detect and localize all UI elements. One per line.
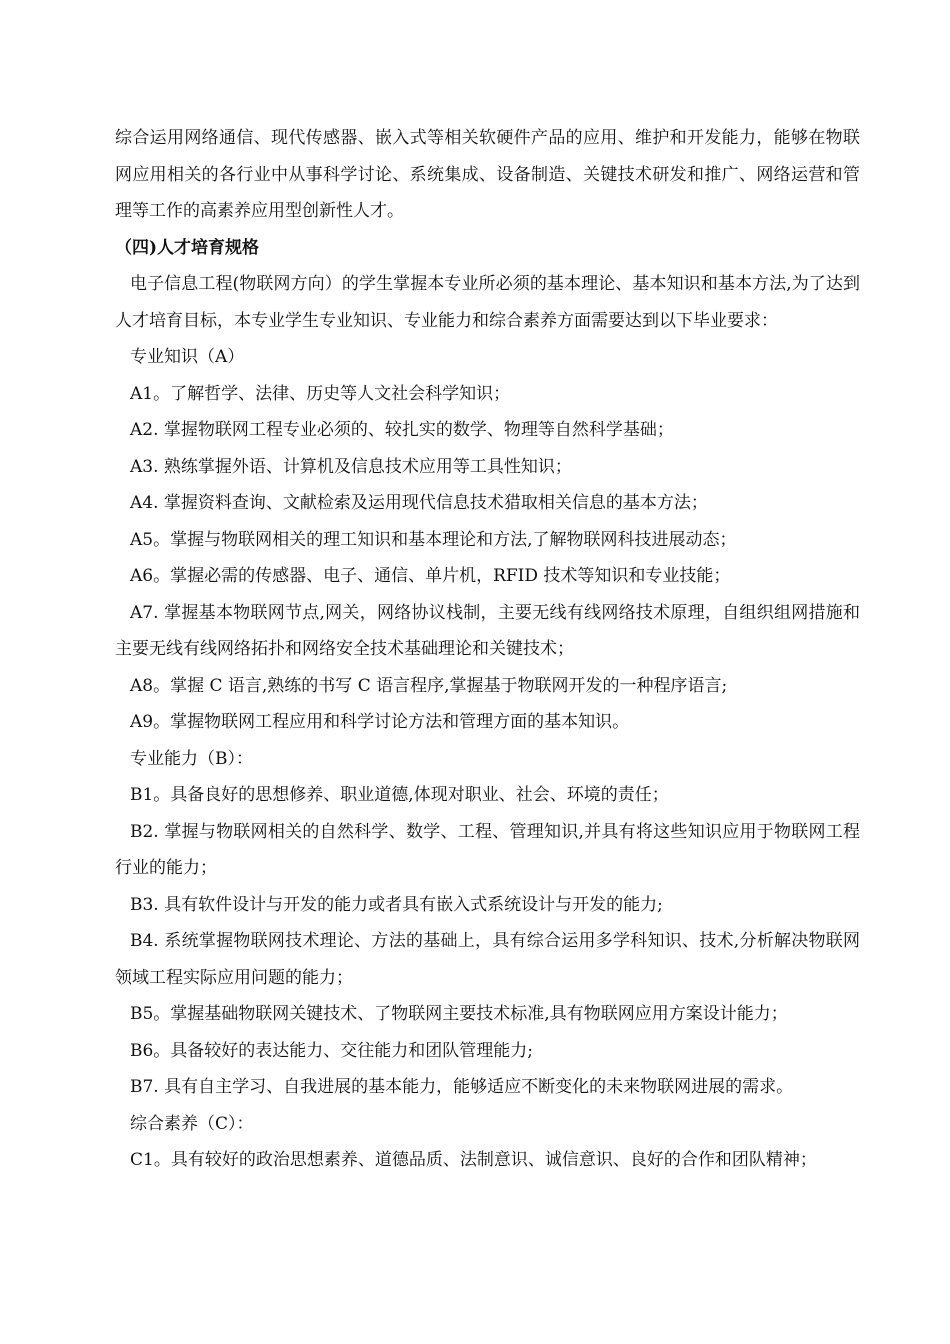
ability-item-b4: B4. 系统掌握物联网技术理论、方法的基础上，具有综合运用多学科知识、技术,分析解决物联网领域工程实际应用问题的能力；	[115, 931, 860, 988]
knowledge-item-a6: A6。掌握必需的传感器、电子、通信、单片机，RFID 技术等知识和专业技能；	[130, 566, 731, 586]
ability-item-b3: B3. 具有软件设计与开发的能力或者具有嵌入式系统设计与开发的能力;	[130, 894, 663, 915]
knowledge-item-a7: A7. 掌握基本物联网节点,网关，网络协议栈制，主要无线有线网络技术原理，自组织组网措施和主要无线有线网络拓扑和网络安全技术基础理论和关键技术；	[115, 602, 860, 659]
quality-item-c1: C1。具有较好的政治思想素养、道德品质、法制意识、诚信意识、良好的合作和团队精神；	[130, 1150, 817, 1170]
ability-item-b6: B6。具备较好的表达能力、交往能力和团队管理能力;	[130, 1040, 534, 1061]
ability-item-b5: B5。掌握基础物联网关键技术、了物联网主要技术标准,具有物联网应用方案设计能力；	[130, 1004, 788, 1024]
ability-item-b2: B2. 掌握与物联网相关的自然科学、数学、工程、管理知识,并具有将这些知识应用于物联网工程行业的能力；	[115, 821, 860, 878]
ability-item-b1: B1。具备良好的思想修养、职业道德,体现对职业、社会、环境的责任；	[130, 785, 669, 805]
knowledge-item-a4: A4. 掌握资料查询、文献检索及运用现代信息技术猎取相关信息的基本方法；	[130, 493, 708, 513]
knowledge-item-a1: A1。了解哲学、法律、历史等人文社会科学知识；	[130, 383, 511, 404]
knowledge-item-a2: A2. 掌握物联网工程专业必须的、较扎实的数学、物理等自然科学基础；	[130, 420, 674, 440]
section-paragraph: 电子信息工程(物联网方向）的学生掌握本专业所必须的基本理论、基本知识和基本方法,为了达到人才培育目标，本专业学生专业知识、专业能力和综合素养方面需要达到以下毕业要求：	[115, 274, 860, 331]
quality-title: 综合素养（C）：	[130, 1113, 254, 1134]
intro-paragraph: 综合运用网络通信、现代传感器、嵌入式等相关软硬件产品的应用、维护和开发能力，能够在物联网应用相关的各行业中从事科学讨论、系统集成、设备制造、关键技术研发和推广、网络运营和管理等工作的高素养应用型创新性人才。	[115, 128, 860, 221]
section-heading: （四)人才培育规格	[115, 237, 260, 258]
knowledge-title: 专业知识（A）	[130, 347, 245, 367]
ability-title: 专业能力（B）：	[130, 748, 253, 769]
knowledge-item-a8: A8。掌握 C 语言,熟练的书写 C 语言程序,掌握基于物联网开发的一种程序语言;	[130, 675, 728, 696]
knowledge-item-a3: A3. 熟练掌握外语、计算机及信息技术应用等工具性知识；	[130, 456, 572, 477]
document-body	[115, 120, 860, 1179]
ability-item-b7: B7. 具有自主学习、自我进展的基本能力，能够适应不断变化的未来物联网进展的需求。	[130, 1077, 794, 1097]
knowledge-item-a5: A5。掌握与物联网相关的理工知识和基本理论和方法,了解物联网科技进展动态；	[130, 529, 737, 550]
knowledge-item-a9: A9。掌握物联网工程应用和科学讨论方法和管理方面的基本知识。	[130, 712, 630, 732]
